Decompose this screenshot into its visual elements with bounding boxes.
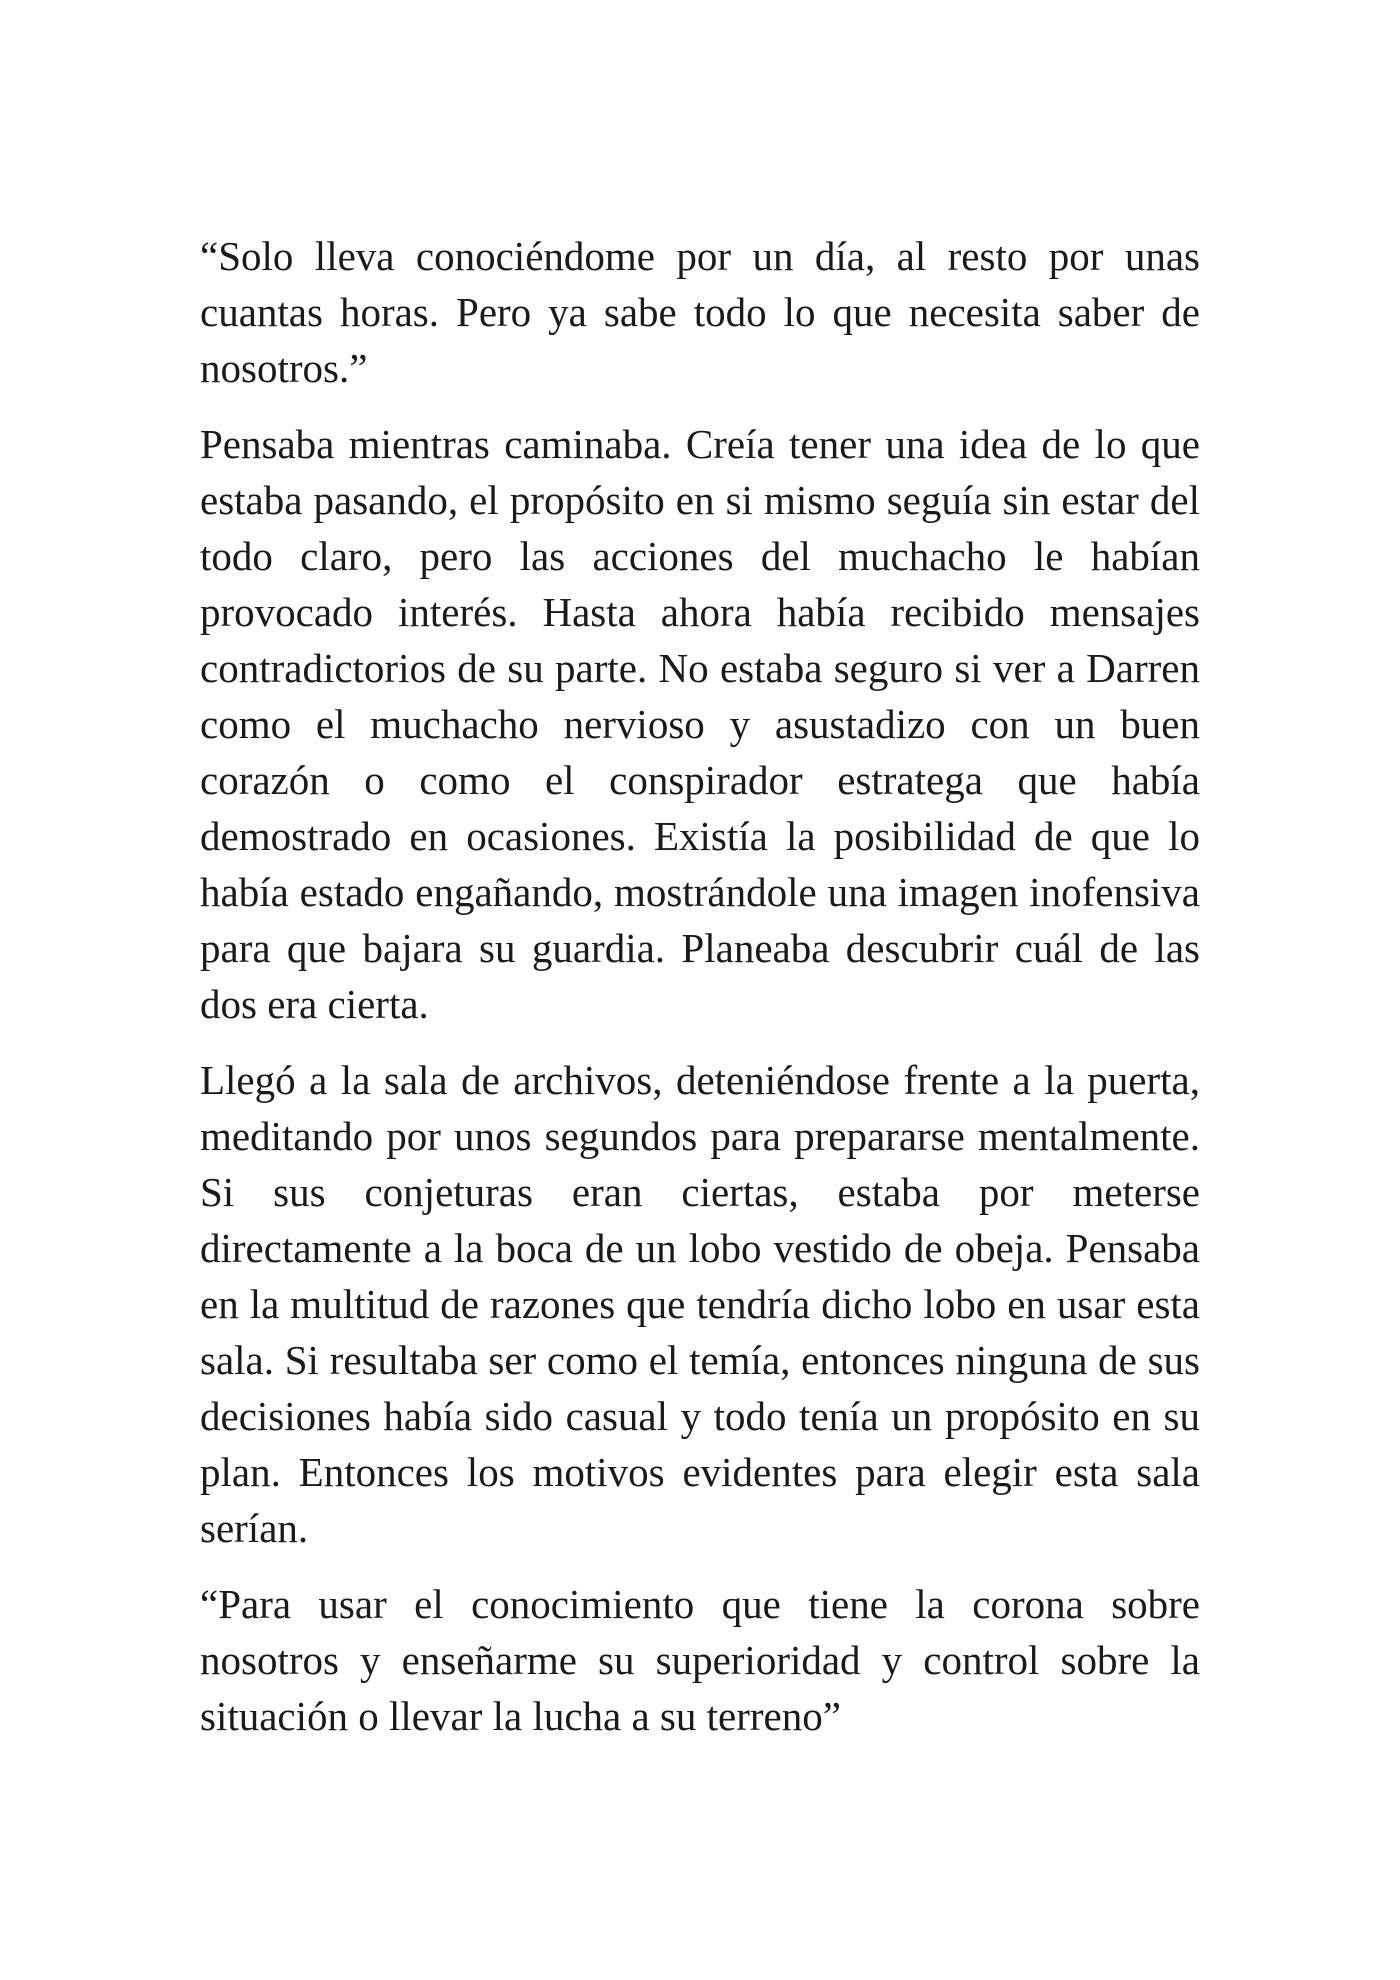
paragraph-1: “Solo lleva conociéndome por un día, al resto por unas cuantas horas. Pero ya sabe todo lo que necesita saber de nosotros.” [200,233,1200,391]
paragraph-4: “Para usar el conocimiento que tiene la corona sobre nosotros y enseñarme su superioridad y control sobre la situación o llevar la lucha a su terreno” [200,1581,1200,1739]
body-text [200,228,1200,1764]
paragraph-2: Pensaba mientras caminaba. Creía tener una idea de lo que estaba pasando, el propósito en si mismo seguía sin estar del todo claro, pero las acciones del muchacho le habían provocado interés. Hasta ahora había recibido mensajes contradictorios de su parte. No estaba seguro si ver a Darren como el muchacho nervioso y asustadizo con un buen corazón o como el conspirador estratega que había demostrado en ocasiones. Existía la posibilidad de que lo había estado engañando, mostrándole una imagen inofensiva para que bajara su guardia. Planeaba descubrir cuál de las dos era cierta. [200,421,1200,1027]
paragraph-3: Llegó a la sala de archivos, deteniéndose frente a la puerta, meditando por unos segundos para prepararse mentalmente. Si sus conjeturas eran ciertas, estaba por meterse directamente a la boca de un lobo vestido de obeja. Pensaba en la multitud de razones que tendría dicho lobo en usar esta sala. Si resultaba ser como el temía, entonces ninguna de sus decisiones había sido casual y todo tenía un propósito en su plan. Entonces los motivos evidentes para elegir esta sala serían. [200,1057,1200,1551]
